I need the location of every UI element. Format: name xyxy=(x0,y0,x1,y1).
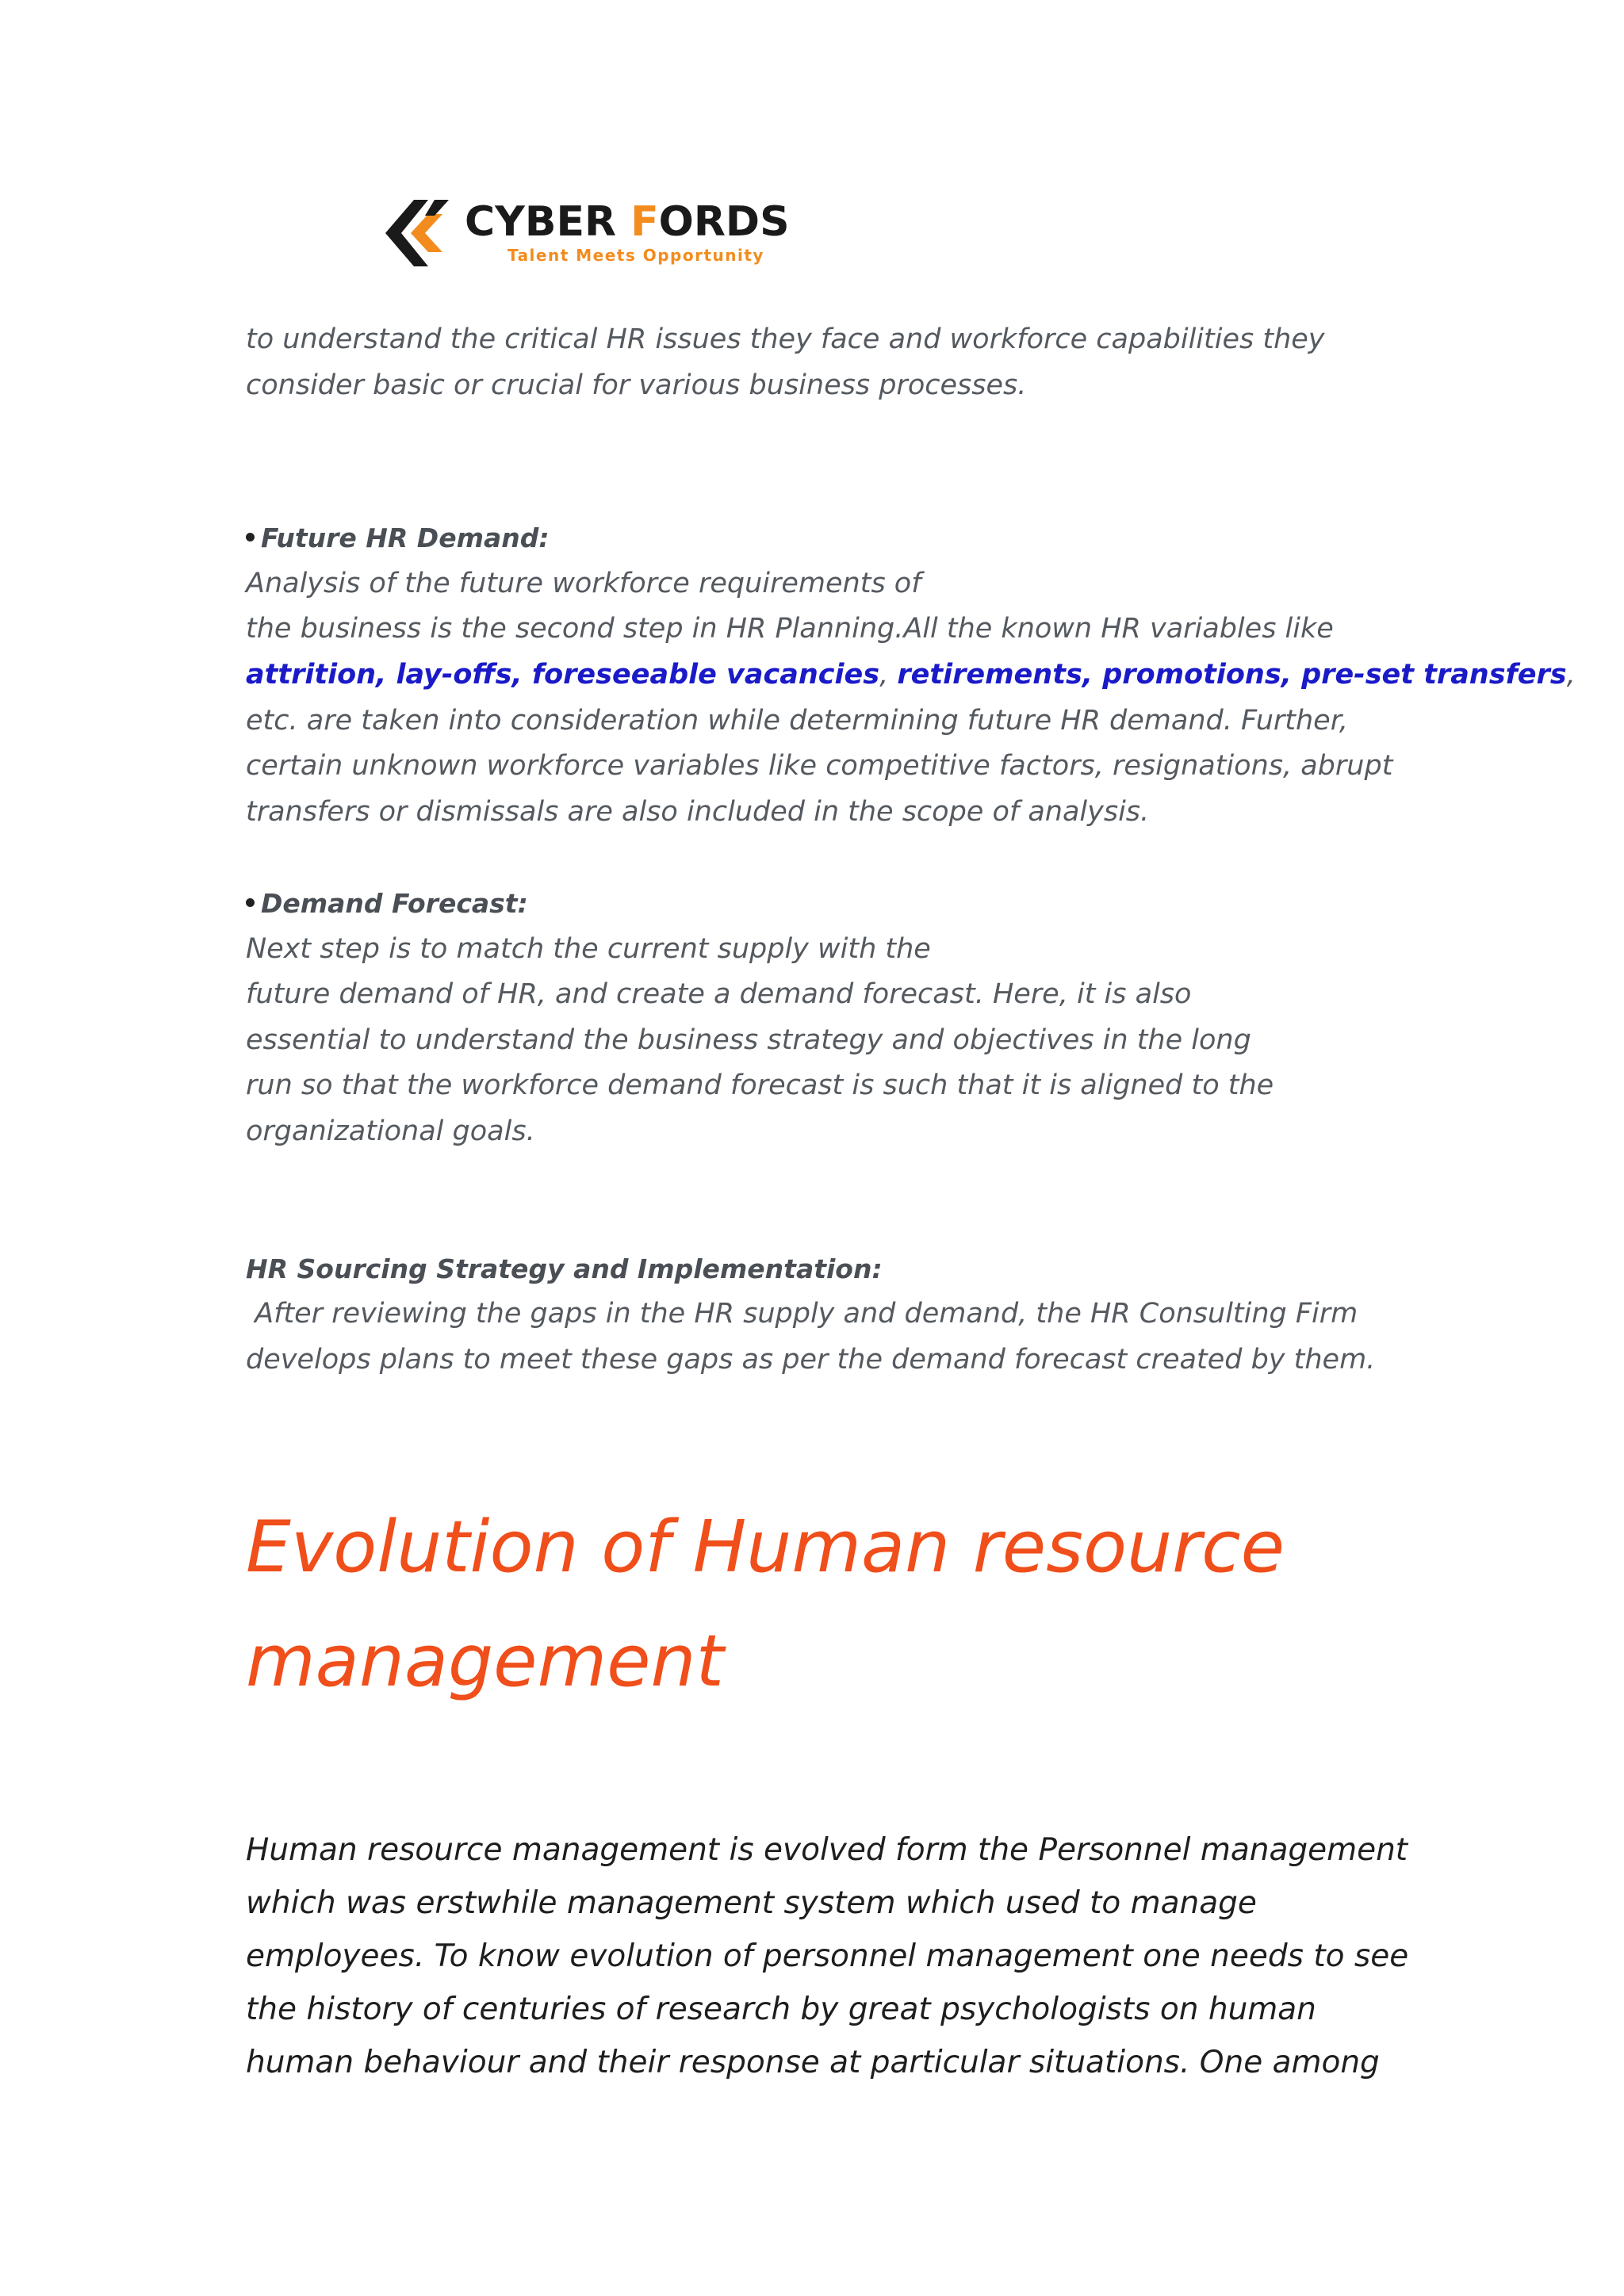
sourcing-line-1: After reviewing the gaps in the HR supply and demand, the HR Consulting Firm xyxy=(246,1298,1358,1330)
future-demand-line-4: etc. are taken into consideration while determining future HR demand. Further, xyxy=(246,704,1349,737)
future-demand-line-1: Analysis of the future workforce requirements of xyxy=(246,567,921,599)
document-body xyxy=(246,317,1576,1383)
demand-forecast-heading xyxy=(246,881,1388,927)
evolution-line-1: Human resource management is evolved form the Personnel management xyxy=(246,1832,1408,1868)
section-title xyxy=(246,1490,1285,1719)
spacer xyxy=(246,1155,1388,1246)
sourcing-line-2: develops plans to meet these gaps as per the demand forecast created by them. xyxy=(246,1343,1376,1376)
logo-brand-part2: ORDS xyxy=(658,198,790,246)
logo-wordmark xyxy=(465,200,790,244)
evolution-line-4: the history of centuries of research by great psychologists on human xyxy=(246,1992,1316,2027)
logo-brand-part1: CYBER xyxy=(465,198,631,246)
future-demand-line-2: the business is the second step in HR Planning.All the known HR variables like xyxy=(246,613,1334,645)
logo-brand-accent: F xyxy=(630,198,659,246)
future-demand-line-6: transfers or dismissals are also included in the scope of analysis. xyxy=(246,795,1150,828)
demand-forecast-heading-text: Demand Forecast: xyxy=(261,887,528,919)
logo-tagline: Talent Meets Opportunity xyxy=(508,246,764,265)
cyber-fords-logo xyxy=(379,197,791,270)
links-separator-1: , xyxy=(879,658,898,691)
future-demand-line-5: certain unknown workforce variables like competitive factors, resignations, abrupt xyxy=(246,750,1393,783)
links-separator-2: , xyxy=(1566,658,1576,691)
demand-forecast-line-2: future demand of HR, and create a demand forecast. Here, it is also xyxy=(246,978,1192,1011)
future-demand-links-line xyxy=(246,652,1576,698)
demand-forecast-line-1: Next step is to match the current supply with the xyxy=(246,932,931,965)
demand-forecast-line-3: essential to understand the business strategy and objectives in the long xyxy=(246,1024,1251,1056)
bullet-icon xyxy=(246,533,255,541)
evolution-line-2: which was erstwhile management system which used to manage xyxy=(246,1885,1257,1921)
section-title-line-2: management xyxy=(246,1620,724,1703)
sourcing-heading: HR Sourcing Strategy and Implementation: xyxy=(246,1253,883,1284)
section-title-line-1: Evolution of Human resource xyxy=(246,1506,1285,1589)
evolution-line-3: employees. To know evolution of personnel management one needs to see xyxy=(246,1938,1409,1974)
demand-forecast-line-4: run so that the workforce demand forecast is such that it is aligned to the xyxy=(246,1070,1274,1102)
spacer xyxy=(246,408,1388,499)
evolution-paragraph xyxy=(246,1823,1409,2089)
link-retirements-promotions-transfers[interactable]: retirements, promotions, pre-set transfers xyxy=(897,658,1567,691)
link-attrition-layoffs-vacancies[interactable]: attrition, lay-offs, foreseeable vacancies xyxy=(246,658,880,691)
demand-forecast-line-5: organizational goals. xyxy=(246,1115,535,1147)
bullet-icon xyxy=(246,898,255,907)
spacer xyxy=(246,835,1388,881)
cyber-fords-logo-icon xyxy=(379,198,455,268)
future-demand-heading xyxy=(246,515,1388,561)
evolution-line-5: human behaviour and their response at particular situations. One among xyxy=(246,2045,1380,2080)
future-demand-heading-text: Future HR Demand: xyxy=(261,522,550,554)
intro-line-2: consider basic or crucial for various business processes. xyxy=(246,369,1027,401)
intro-line-1: to understand the critical HR issues they face and workforce capabilities they xyxy=(246,323,1325,355)
